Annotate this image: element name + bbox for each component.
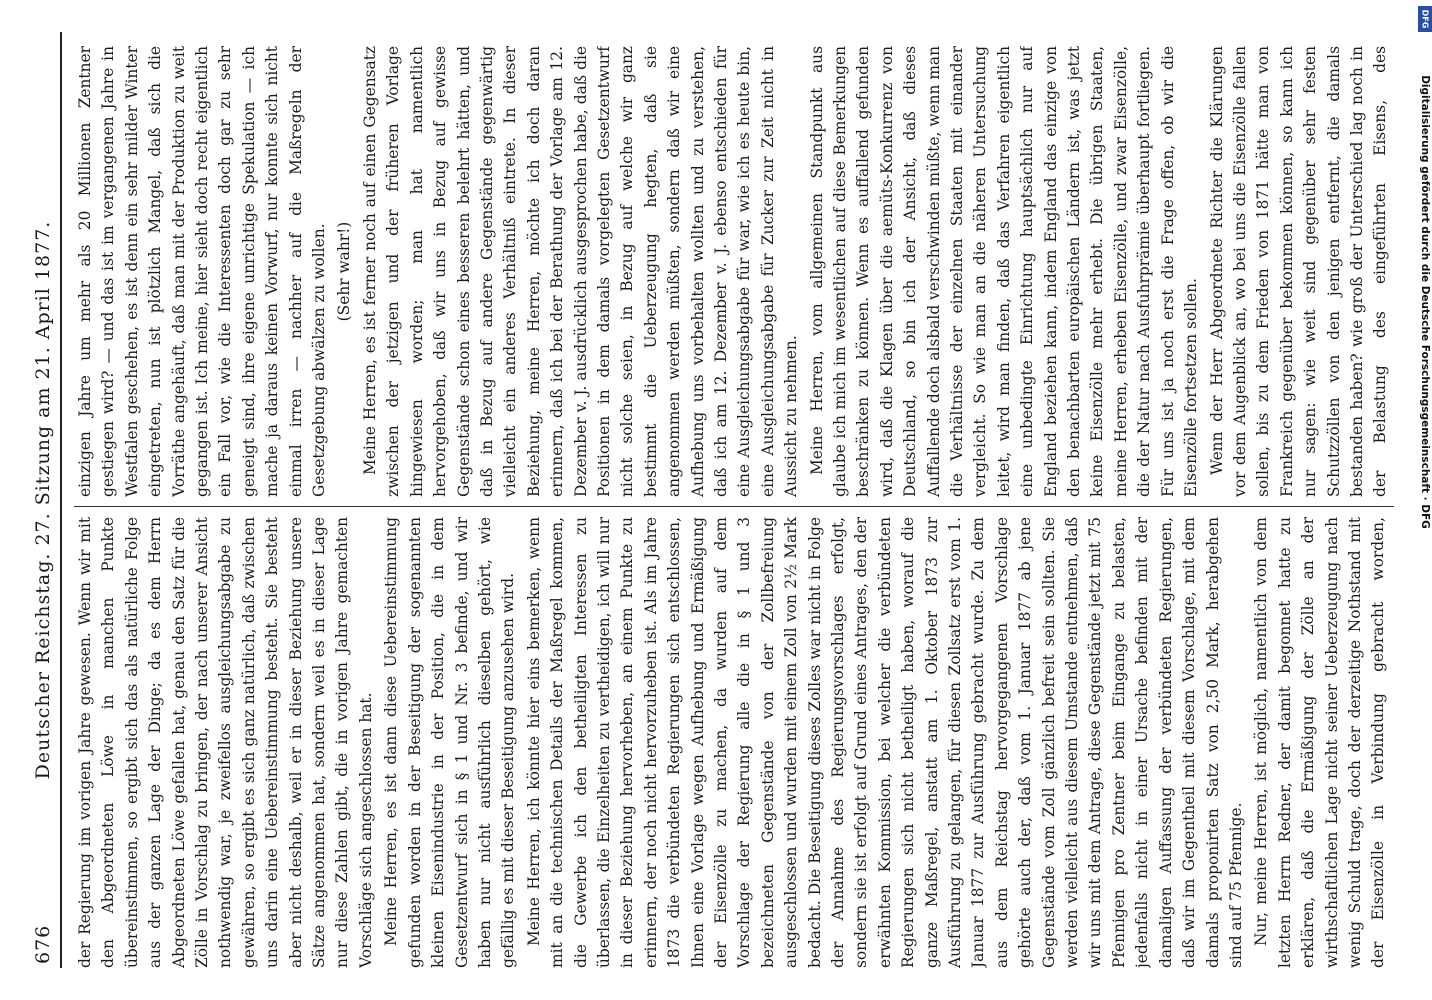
page-title: Deutscher Reichstag. 27. Sitzung am 21. April 1877.: [32, 220, 54, 780]
paragraph: Meine Herren, es ist ferner noch auf einen Gegensatz zwischen der jetzigen und der früheren Vorlage hingewiesen worden; man hat namentlich hervorgehoben, daß wir uns in Bezug auf gewisse Gegenstände schon eines besseren belehrt hätten, und daß in Bezug auf andere Gegenstände gegenwärtig vielleicht ein anderes Verhältniß eintrete. In dieser Beziehung, meine Herren, möchte ich doch daran erinnern, daß ich bei der Berathung der Vorlage am 12. Dezember v. J. ausdrücklich ausgesprochen habe, daß die Positionen in dem damals vorgelegten Gesetzentwurf nicht solche seien, in Bezug auf welche wir ganz bestimmt die Ueberzeugung hegten, daß sie angenommen werden müßten, sondern daß wir eine Aufhebung uns vorbehalten wollten und zu verstehen, daß ich am 12. Dezember v. J. ebenso entschieden für eine Ausgleichungsabgabe für war, wie ich es heute bin, eine Ausgleichungsabgabe für Zucker zur Zeit nicht in Aussicht zu nehmen.: [360, 46, 801, 497]
paragraph: Meine Herren, vom allgemeinen Standpunkt aus glaube ich mich im wesentlichen auf diese Bemerkungen beschränken zu können. Wenn es auffallend gefunden wird, daß die Klagen über die aemüts-Konkurrenz von Deutschland, so bin ich der Ansicht, daß dieses Auffallende doch alsbald verschwinden müßte, wenn man die Verhältnisse der einzelnen Staaten mit einander vergleicht. So wie man an die näheren Untersuchung leitet, wird man finden, daß das Verfahren eigentlich eine unbedingte Einrichtung hauptsächlich nur auf England beziehen kann, indem England das einzige von den benachbarten europäischen Ländern ist, was jetzt keine Eisenzölle mehr erhebt. Die übrigen Staaten, meine Herren, erheben Eisenzölle, und zwar Eisenzölle, die der Natur nach Ausfuhrprämie überhaupt fortliegen. Für uns ist ja noch erst die Frage offen, ob wir die Eisenzölle fortsetzen sollen.: [807, 46, 1201, 497]
document-page: [20, 20, 1412, 980]
dfg-logo: [1418, 6, 1432, 32]
dfg-logo-text: DFG: [1420, 9, 1430, 29]
stamp-text: Digitalisierung gefördert durch die Deutsche Forschungsgemeinschaft · DFG: [1419, 75, 1431, 529]
paragraph: Wenn der Herr Abgeordnete Richter die Klärungen vor dem Augenblick an, wo bei uns die Eisenzölle fallen sollen, bis zu dem Frieden von 1871 hätte man von Frankreich gegenüber bekommen können, so kann ich nur sagen: wie weit sind gegenüber sehr festen Schutzzöllen von den jenigen entfernt, die damals bestanden haben? wie groß der Unterschied lag noch in der Belastung des eingeführten Eisens, des: [1207, 46, 1390, 497]
paragraph: Meine Herren, ich könnte hier eins bemerken, wenn mit an die technischen Details der Maßregel kommen, die Gewerbe ich den betheiligten Interessen zu überlassen, die Einzelheiten zu vertheidigen, ich will nur in dieser Beziehung hervorheben, an einem Punkte zu erinnern, der noch nicht hervorzuheben ist. Als im Jahre 1873 die verbündeten Regierungen sich entschlossen, Ihnen eine Vorlage wegen Aufhebung und Ermäßigung der Eisenzölle zu machen, da wurden auf dem Vorschlage der Regierung alle die in § 1 und 3 bezeichneten Gegenstände von der Zollbefreiung ausgeschlossen und wurden mit einem Zoll von 2½ Mark bedacht. Die Beseitigung dieses Zolles war nicht in Folge der Annahme des Regierungsvorschlages erfolgt, sondern sie ist erfolgt auf Grund eines Antrages, den der erwähnten Kommission, bei welcher die verbündeten Regierungen sich nicht betheiligt haben, worauf die ganze Maßregel, anstatt am 1. Oktober 1873 zur Ausführung zu gelangen, für diesen Zollsatz erst vom 1. Januar 1877 zur Ausführung gebracht wurde. Zu dem aus dem Reichstag hervorgegangenen Vorschlage gehörte auch der, daß vom 1. Januar 1877 ab jene Gegenstände vom Zoll gänzlich befreit sein sollten. Sie werden vielleicht aus diesem Umstande entnehmen, daß wir uns mit dem Antrage, diese Gegenstände jetzt mit 75 Pfennigen pro Zentner beim Eingange zu belasten, jedenfalls nicht in einer Ursache befinden mit der damaligen Auffassung der verbündeten Regierungen, daß wir im Gegentheil mit diesem Vorschlage, mit dem damals proponirten Satz von 2,50 Mark, herabgehen sind auf 75 Pfennige.: [524, 517, 1245, 968]
column-divider: [74, 506, 1394, 507]
interjection: (Sehr wahr!): [335, 221, 354, 322]
digitization-stamp: [1418, 7, 1432, 597]
paragraph: einzigen Jahre um mehr als 20 Millionen Zentner gestiegen wird? — und das ist im vergangenen Jahre in Westfalen geschehen, es ist denn ein sehr milder Winter eingetreten, nun ist plötzlich Mangel, daß sich die Vorräthe angehäuft, daß man mit der Produktion zu weit gegangen ist. Ich meine, hier sieht doch recht eigentlich ein Fall vor, wie die Interessenten doch gar zu sehr geneigt sind, ihre eigene unrichtige Spekulation — ich mache ja daraus keinen Vorwurf, nur konnte sich nicht einmal irren — nachher auf die Maßregeln der Gesetzgebung abwälzen zu wollen.: [76, 46, 329, 497]
page-number: 676: [32, 924, 54, 964]
paragraph: der Regierung im vorigen Jahre gewesen. Wenn wir mit den Abgeordneten Löwe in manchen Punkte übereinstimmen, so ergibt sich das als natürliche Folge aus der ganzen Lage der Dinge; da es dem Herrn Abgeordneten Löwe gefallen hat, genau den Satz für die Zölle in Vorschlag zu bringen, der nach unserer Ansicht nothwendig war, je zweifellos ausgleichungsabgabe zu gewähren, so ergibt es sich ganz natürlich, daß zwischen uns darin eine Uebereinstimmung besteht. Sie besteht aber nicht deshalb, weil er in dieser Beziehung unsere Sätze angenommen hat, sondern weil es in dieser Lage nur diese Zahlen gibt, die in vorigen Jahre gemachten Vorschläge sich angeschlossen hat.: [76, 517, 375, 968]
right-column: [74, 46, 1394, 497]
left-column: [74, 517, 1394, 968]
paragraph: Nur, meine Herren, ist möglich, namentlich von dem letzten Herrn Redner, der damit begonnet hatte zu erklären, daß die Ermäßigung der Zölle an der wirthschaftlichen Lage nicht seiner Ueberzeugung nach wenig Schuld trage, doch der derzeitige Nothstand mit der Eisenzölle in Verbindung gebracht worden,: [1252, 517, 1388, 968]
paragraph: Meine Herren, es ist dann diese Uebereinstimmung gefunden worden in der Beseitigung der sogenannten kleinen Eisenindustrie in der Position, die in dem Gesetzentwurf sich in § 1 und Nr. 3 befinde, und wir haben nur nicht ausführlich dieselben gehört, wie gefällig es mit dieser Beseitigung anzusehen wird.: [382, 517, 518, 968]
page-header: [30, 32, 62, 968]
